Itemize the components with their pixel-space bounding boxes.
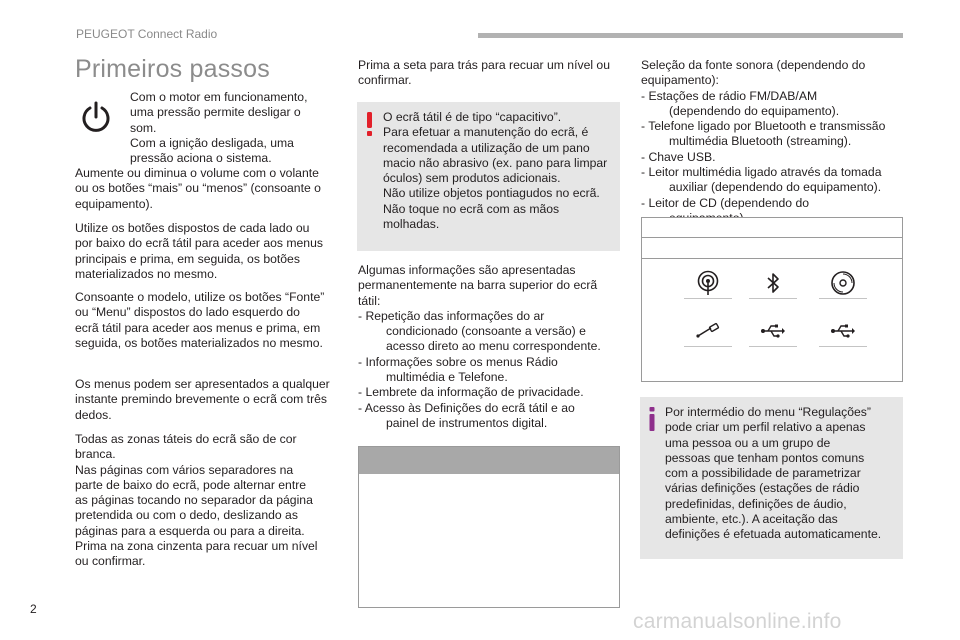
- source-screen-illustration: [641, 217, 903, 382]
- cd-icon: [830, 270, 856, 296]
- info-icon: [648, 407, 656, 431]
- zones-text: Todas as zonas táteis do ecrã são de cor branca. Nas páginas com vários separadores na parte de baixo do ecrã, pode alternar entre as páginas tocando no separador da página pretendida ou com o dedo, deslizando as páginas para a esquerda ou para a direita. Prima na zona cinzenta para recuar um nível ou confirmar.: [75, 432, 318, 569]
- volume-text: Aumente ou diminua o volume com o volante ou os botões “mais” ou “menos” (consoante o equipamento).: [75, 166, 321, 211]
- header-title: PEUGEOT Connect Radio: [76, 27, 218, 41]
- menus-text: Os menus podem ser apresentados a qualquer instante premindo brevemente o ecrã com três dedos.: [75, 377, 330, 422]
- radio-icon: [695, 270, 721, 296]
- power-text: Com o motor em funcionamento, uma pressão permite desligar o som. Com a ignição desligada, uma pressão aciona o sistema.: [130, 90, 308, 166]
- icon-underline: [684, 298, 732, 299]
- arrow-text: Prima a seta para trás para recuar um nível ou confirmar.: [358, 58, 610, 88]
- screen-bar: [642, 218, 902, 238]
- top-bar: [359, 447, 619, 474]
- page-number: 2: [30, 602, 37, 616]
- page-title: Primeiros passos: [75, 55, 270, 83]
- bluetooth-icon: [760, 270, 786, 296]
- icon-underline: [684, 346, 732, 347]
- warning-text: O ecrã tátil é de tipo “capacitivo”. Para efetuar a manutenção do ecrã, é recomendada a utilização de um pano macio não abrasivo (ex. pano para limpar óculos) sem produtos adicionais. Não utilize objetos pontiagudos no ecrã. Não toque no ecrã com as mãos molhadas.: [383, 110, 608, 232]
- usb-icon: [760, 318, 786, 344]
- source-text: Seleção da fonte sonora (dependendo do equipamento): - Estações de rádio FM/DAB/AM (dependendo do equipamento). - Telefone ligado por Bluetooth e transmissão multimédia Bluetooth (streaming). - Chave USB. - Leitor multimédia ligado através da tomada auxiliar (dependendo do equipamento). - Leitor de CD (dependendo do: [641, 58, 886, 210]
- warning-icon: [365, 112, 374, 136]
- screen-bar: [642, 238, 902, 259]
- touchscreen-illustration: [358, 446, 620, 608]
- aux-icon: [695, 318, 721, 344]
- icon-underline: [749, 298, 797, 299]
- power-icon: [79, 100, 113, 134]
- icon-underline: [819, 346, 867, 347]
- profiles-text: Por intermédio do menu “Regulações” pode criar um perfil relativo a apenas uma pessoa ou a um grupo de pessoas que tenham pontos comuns com a possibilidade de parametrizar várias definições (estações de rádio predefinidas, definições de áudio, ambiente, etc.). A aceitação das definições é efetuada automaticamente.: [665, 405, 882, 542]
- icon-underline: [819, 298, 867, 299]
- watermark: carmanualsonline.info: [633, 610, 842, 633]
- model-text: Consoante o modelo, utilize os botões “Fonte” ou “Menu” dispostos do lado esquerdo do ecrã tátil para aceder aos menus e prima, em seguida, os botões materializados no mesmo.: [75, 290, 325, 350]
- buttons-text: Utilize os botões dispostos de cada lado ou por baixo do ecrã tátil para aceder aos menus principais e prima, em seguida, os botões materializados no mesmo.: [75, 221, 323, 281]
- icon-underline: [749, 346, 797, 347]
- usb-icon: [830, 318, 856, 344]
- header-bar: [478, 33, 903, 38]
- info-bar-text: Algumas informações são apresentadas permanentemente na barra superior do ecrã tátil: - Repetição das informações do ar condicionado (consoante a versão) e acesso direto ao menu correspondente. - Informações sobre os menus Rádio multimédia e Telefone. - Lembrete da informação de privacidade. - Acesso às Definições do ecrã tátil e ao painel de instrumentos digital.: [358, 263, 601, 430]
